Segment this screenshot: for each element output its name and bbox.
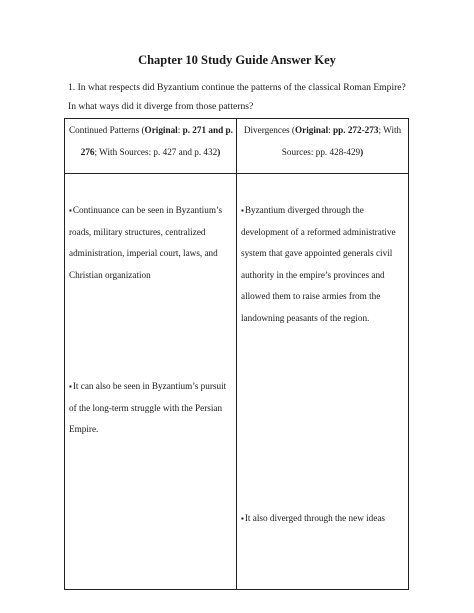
question-text-continued: In what ways did it diverge from those patterns?: [68, 101, 254, 112]
header-left-line2: 276; With Sources: p. 427 and p. 432): [80, 147, 221, 157]
page-title: Chapter 10 Study Guide Answer Key: [138, 53, 336, 67]
text-line: administration, imperial court, laws, and: [69, 248, 218, 258]
text-line: allowed them to raise armies from the: [241, 291, 381, 301]
text-line: ▪Byzantium diverged through the: [241, 205, 364, 215]
text-line: landowning peasants of the region.: [241, 312, 370, 323]
text-line: of the long-term struggle with the Persian: [69, 402, 223, 413]
continued-patterns-cell: [65, 174, 237, 590]
text-line: ▪It can also be seen in Byzantium’s pursuit: [69, 381, 227, 391]
text-line: development of a reformed administrative: [241, 226, 396, 237]
answer-table: [64, 118, 409, 590]
text-line: ▪Continuance can be seen in Byzantium’s: [69, 205, 223, 215]
header-divergences: [237, 119, 409, 174]
text-line: Christian organization: [69, 269, 151, 280]
question-text: 1. In what respects did Byzantium continue the patterns of the classical Roman Empire?: [68, 82, 406, 93]
divergences-cell: [237, 174, 409, 590]
bullet-icon: ▪: [69, 382, 72, 391]
text-line: authority in the empire’s provinces and: [241, 269, 385, 280]
header-left-line1: Continued Patterns (Original: p. 271 and p.: [69, 125, 233, 135]
text-line: roads, military structures, centralized: [69, 226, 206, 237]
continuity-paragraph: [69, 200, 234, 286]
bullet-icon: ▪: [241, 206, 244, 215]
text-line: ▪It also diverged through the new ideas: [241, 513, 386, 523]
header-right-line1: Divergences (Original: pp. 272-273; With: [243, 125, 402, 135]
table-header-row: [65, 119, 409, 174]
bullet-icon: ▪: [69, 206, 72, 215]
table-body-row: [65, 174, 409, 590]
new-ideas-paragraph: [241, 508, 406, 530]
reformed-administration-paragraph: [241, 200, 406, 329]
text-line: system that gave appointed generals civil: [241, 248, 393, 258]
text-line: Empire.: [69, 424, 99, 434]
persian-struggle-paragraph: [69, 376, 234, 441]
header-continued-patterns: [65, 119, 237, 174]
bullet-icon: ▪: [241, 514, 244, 523]
header-right-line2: Sources: pp. 428-429): [281, 147, 364, 157]
